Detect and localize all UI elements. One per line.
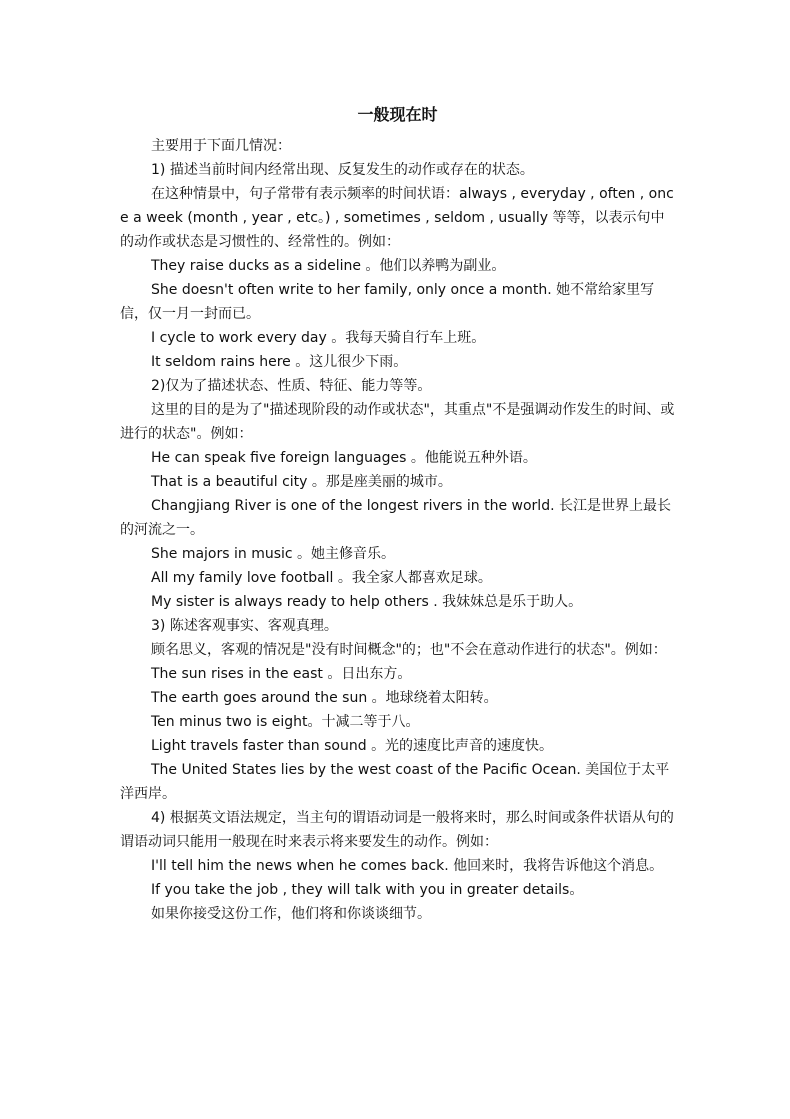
paragraph: 如果你接受这份工作，他们将和你谈谈细节。 — [151, 906, 431, 922]
paragraph: Ten minus two is eight。十减二等于八。 — [151, 714, 420, 730]
paragraph: My sister is always ready to help others . 我妹妹总是乐于助人。 — [151, 594, 583, 610]
paragraph: 主要用于下面几情况： — [151, 138, 291, 154]
paragraph: 3) 陈述客观事实、客观真理。 — [151, 618, 338, 634]
paragraph: The United States lies by the west coast of the Pacific Ocean. 美国位于太平洋西岸。 — [120, 762, 670, 802]
paragraph: They raise ducks as a sideline 。他们以养鸭为副业。 — [151, 258, 506, 274]
document-body — [120, 104, 675, 926]
paragraph: I cycle to work every day 。我每天骑自行车上班。 — [151, 330, 486, 346]
paragraph: That is a beautiful city 。那是座美丽的城市。 — [151, 474, 452, 490]
paragraph: Light travels faster than sound 。光的速度比声音的速度快。 — [151, 738, 554, 754]
paragraph: I'll tell him the news when he comes back. 他回来时，我将告诉他这个消息。 — [151, 858, 664, 874]
paragraph: 顾名思义，客观的情况是"没有时间概念"的；也"不会在意动作进行的状态"。例如： — [151, 642, 667, 658]
paragraph-list — [120, 134, 675, 926]
paragraph: 这里的目的是为了"描述现阶段的动作或状态"，其重点"不是强调动作发生的时间、或进行的状态"。例如： — [120, 402, 675, 442]
paragraph: All my family love football 。我全家人都喜欢足球。 — [151, 570, 492, 586]
paragraph: If you take the job , they will talk with you in greater details。 — [151, 882, 584, 898]
paragraph: 2)仅为了描述状态、性质、特征、能力等等。 — [151, 378, 432, 394]
paragraph: The sun rises in the east 。日出东方。 — [151, 666, 412, 682]
paragraph: 在这种情景中，句子常带有表示频率的时间状语：always , everyday , often , once a week (month , year , etc。) , sometimes , seldom , usually 等等，以表示句中的动作或状态是习惯性的、经常性的。例如： — [120, 186, 674, 250]
paragraph: It seldom rains here 。这儿很少下雨。 — [151, 354, 408, 370]
paragraph: 4) 根据英文语法规定，当主句的谓语动词是一般将来时，那么时间或条件状语从句的谓语动词只能用一般现在时来表示将来要发生的动作。例如： — [120, 810, 674, 850]
paragraph: He can speak five foreign languages 。他能说五种外语。 — [151, 450, 537, 466]
paragraph: She doesn't often write to her family, only once a month. 她不常给家里写信，仅一月一封而已。 — [120, 282, 655, 322]
paragraph: Changjiang River is one of the longest rivers in the world. 长江是世界上最长的河流之一。 — [120, 498, 671, 538]
paragraph: The earth goes around the sun 。地球绕着太阳转。 — [151, 690, 498, 706]
page-title: 一般现在时 — [357, 105, 438, 124]
paragraph: 1) 描述当前时间内经常出现、反复发生的动作或存在的状态。 — [151, 162, 534, 178]
paragraph: She majors in music 。她主修音乐。 — [151, 546, 396, 562]
